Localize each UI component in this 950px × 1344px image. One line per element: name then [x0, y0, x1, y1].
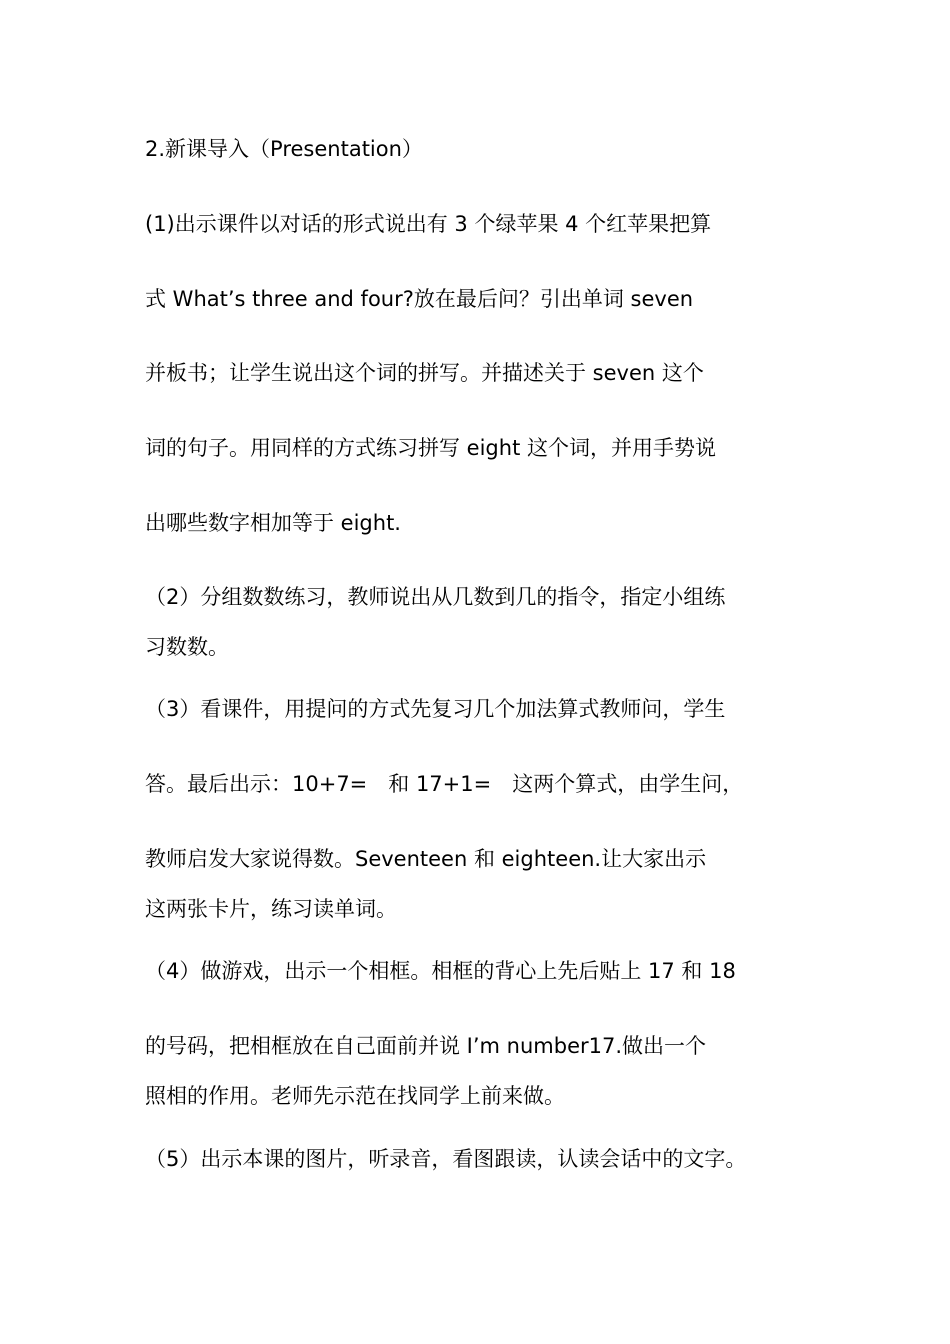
paragraph-line: （3）看课件，用提问的方式先复习几个加法算式教师问，学生: [145, 697, 726, 721]
paragraph-line: （4）做游戏，出示一个相框。相框的背心上先后贴上 17 和 18: [145, 959, 736, 983]
paragraph-line: 出哪些数字相加等于 eight.: [145, 511, 401, 535]
section-heading: 2.新课导入（Presentation）: [145, 137, 423, 161]
paragraph-line: 教师启发大家说得数。Seventeen 和 eighteen.让大家出示: [145, 847, 707, 871]
paragraph-line: 照相的作用。老师先示范在找同学上前来做。: [145, 1084, 565, 1108]
paragraph-line: 并板书；让学生说出这个词的拼写。并描述关于 seven 这个: [145, 361, 704, 385]
paragraph-line: (1)出示课件以对话的形式说出有 3 个绿苹果 4 个红苹果把算: [145, 212, 712, 236]
paragraph-line: （5）出示本课的图片，听录音，看图跟读，认读会话中的文字。: [145, 1147, 747, 1171]
paragraph-line: 这两张卡片，练习读单词。: [145, 897, 397, 921]
paragraph-line: 式 What’s three and four?放在最后问？引出单词 seven: [145, 287, 694, 311]
paragraph-line: 习数数。: [145, 635, 229, 659]
paragraph-line: 的号码，把相框放在自己面前并说 I’m number17.做出一个: [145, 1034, 707, 1058]
paragraph-line: 词的句子。用同样的方式练习拼写 eight 这个词，并用手势说: [145, 436, 716, 460]
paragraph-line: （2）分组数数练习，教师说出从几数到几的指令，指定小组练: [145, 585, 726, 609]
paragraph-line: 答。最后出示：10+7= 和 17+1= 这两个算式，由学生问，: [145, 772, 744, 796]
